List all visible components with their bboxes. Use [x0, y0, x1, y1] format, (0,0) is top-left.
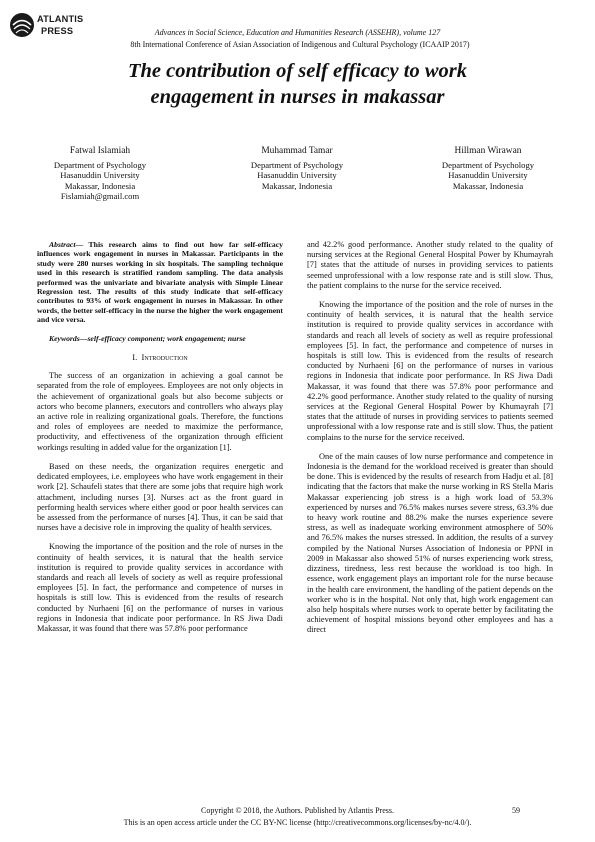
author-city: Makassar, Indonesia: [261, 180, 333, 191]
atlantis-globe-icon: [9, 12, 35, 38]
author-univ: Hasanuddin University: [257, 170, 337, 181]
author-univ: Hasanuddin University: [448, 170, 528, 181]
author-dept: Department of Psychology: [53, 159, 147, 170]
title-line-2: engagement in nurses in makassar: [150, 86, 445, 108]
author-dept: Department of Psychology: [441, 159, 535, 170]
right-column: [307, 240, 553, 645]
author-3: [398, 146, 578, 191]
author-email: Fislamiah@gmail.com: [60, 191, 140, 202]
author-name: Muhammad Tamar: [261, 146, 333, 156]
section-number: I.: [132, 352, 138, 363]
publisher-logo: [9, 9, 99, 43]
author-name: Fatwal Islamiah: [69, 146, 131, 156]
left-column: [37, 240, 283, 643]
paragraph: and 42.2% good performance. Another study related to the quality of nursing services at the Regional General Hospital Power by Khumayrah [7] states that the attitude of nurses in providing services to patients seemed unprofessional with a low response rate and is still slow. Thus, the patient complains to the nurse for the service received.: [307, 240, 553, 290]
author-city: Makassar, Indonesia: [452, 180, 524, 191]
abstract-label: Abstract—: [49, 240, 84, 249]
author-name: Hillman Wirawan: [454, 146, 522, 156]
license-notice: This is an open access article under the CC BY-NC license (http://creativecommons.org/licenses/by-nc/4.0/).: [123, 818, 472, 827]
logo-line-2: PRESS: [41, 26, 74, 36]
logo-wordmark: [37, 13, 83, 37]
section-heading-introduction: [37, 352, 283, 362]
paragraph: One of the main causes of low nurse performance and competence in Indonesia is the demand for the workload received is greater than should be done. This is evidenced by the results of research from Hadju et al. [8] indicating that the factors that make the nurse working in RS Stella Maris Makassar experiencing job stress is a high work load of 53.3% experienced by nurses and 76.5% makes nurses severe stress, 63.3% due to heavy work routine and 88.2% make the nurses experience severe stress, as well as inadequate working environment atmosphere of 50% and 76.5% makes the nurses stressed. In addition, the results of a survey compiled by the National Nurses Association of Indonesia or PPNI in 2009 in Makassar also showed 51% of nurses experiencing work stress, dizziness, tiredness, less rest because the workload is too high. In essence, work engagement plays an important role for the nurse because in the health care environment, the handling of the patient depends on the worker who is in the hospital. Not only that, high work engagement can also help hospitals where nurses work to operate better by facilitating the achievement of hospital missions beyond other employees and has a direct: [307, 451, 553, 635]
page-number: 59: [512, 806, 520, 815]
abstract-text: This research aims to find out how far self-efficacy influences work engagement in nurses in Makassar. Participants in the study were 280 nurses working in six hospitals. The sampling technique used in this research is stratified random sampling. The data analysis performed was the univariate and bivariate analysis with Simple Linear Regression test. The results of this study indicate that self-efficacy contributes to 93% of work engagement in nurses in Makassar. In other words, the better self-efficacy in the nurse the higher the work engagement and vice versa.: [37, 240, 283, 325]
conference-header: 8th International Conference of Asian Association of Indigenous and Cultural Psychology (ICAAIP 2017): [130, 40, 470, 49]
author-1: [10, 146, 190, 202]
abstract: [37, 240, 283, 325]
series-header: Advances in Social Science, Education and Humanities Research (ASSEHR), volume 127: [154, 28, 441, 37]
logo-line-1: ATLANTIS: [37, 14, 84, 24]
author-2: [207, 146, 387, 191]
author-univ: Hasanuddin University: [60, 170, 140, 181]
paragraph: Based on these needs, the organization requires energetic and dedicated employees, i.e. employees who have work engagement in their work [2]. Schaufeli states that there are some jobs that require high work attachment, including nurses [3]. Nurses act as the front guard in performing health services where either good or poor health services can be assessed from the performance of nurses [4]. Thus, it can be said that nurses have a decisive role in improving the quality of health services.: [37, 461, 283, 533]
paragraph: The success of an organization in achieving a goal cannot be separated from the role of employees. Employees are not only objects in the achievement of organizational goals but also become subjects or actors who become planners, executors and controllers who always play an active role in realizing organizational goals. Therefore, the functions and roles of employees are needed to maximize the performance, productivity, and effectiveness of the organization through efficient workings resulting in added value for the organization [1].: [37, 371, 283, 452]
paragraph: Knowing the importance of the position and the role of nurses in the continuity of health services, it is natural that the health service institution is required to provide quality services in accordance with standards and reach all levels of society as well as require professional employees [5]. In fact, the performance and competence of nurses in hospitals is still low. This is evidenced from the results of research conducted by Nurhaeni [6] on the performance of nurses in various regions in Indonesia that indicate poor performance. In RS Jiwa Dadi Makassar, it was found that there was 57.8% poor performance and 42.2% good performance. Another study related to the quality of nursing services at the Regional General Hospital Power by Khumayrah [7] states that the attitude of nurses in providing services to patients seemed unprofessional with a low response rate and is still slow. Thus, the patient complains to the nurse for the service received.: [307, 300, 553, 442]
author-dept: Department of Psychology: [250, 159, 344, 170]
paper-title: [60, 58, 535, 110]
paragraph: Knowing the importance of the position and the role of nurses in the continuity of health services, it is natural that the health service institution is required to provide quality services in accordance with standards and reach all levels of society as well as require professional employees [5]. In fact, the performance and competence of nurses in hospitals is still low. This is evidenced from the results of research conducted by Nurhaeni [6] on the performance of nurses in various regions in Indonesia that indicate poor performance. In RS Jiwa Dadi Makassar, it was found that there was 57.8% poor performance: [37, 542, 283, 633]
author-city: Makassar, Indonesia: [64, 180, 136, 191]
copyright-notice: Copyright © 2018, the Authors. Published by Atlantis Press.: [201, 806, 394, 815]
keywords: Keywords—self-efficacy component; work engagement; nurse: [49, 333, 246, 343]
title-line-1: The contribution of self efficacy to work: [128, 60, 467, 82]
section-title: Introduction: [141, 352, 188, 363]
